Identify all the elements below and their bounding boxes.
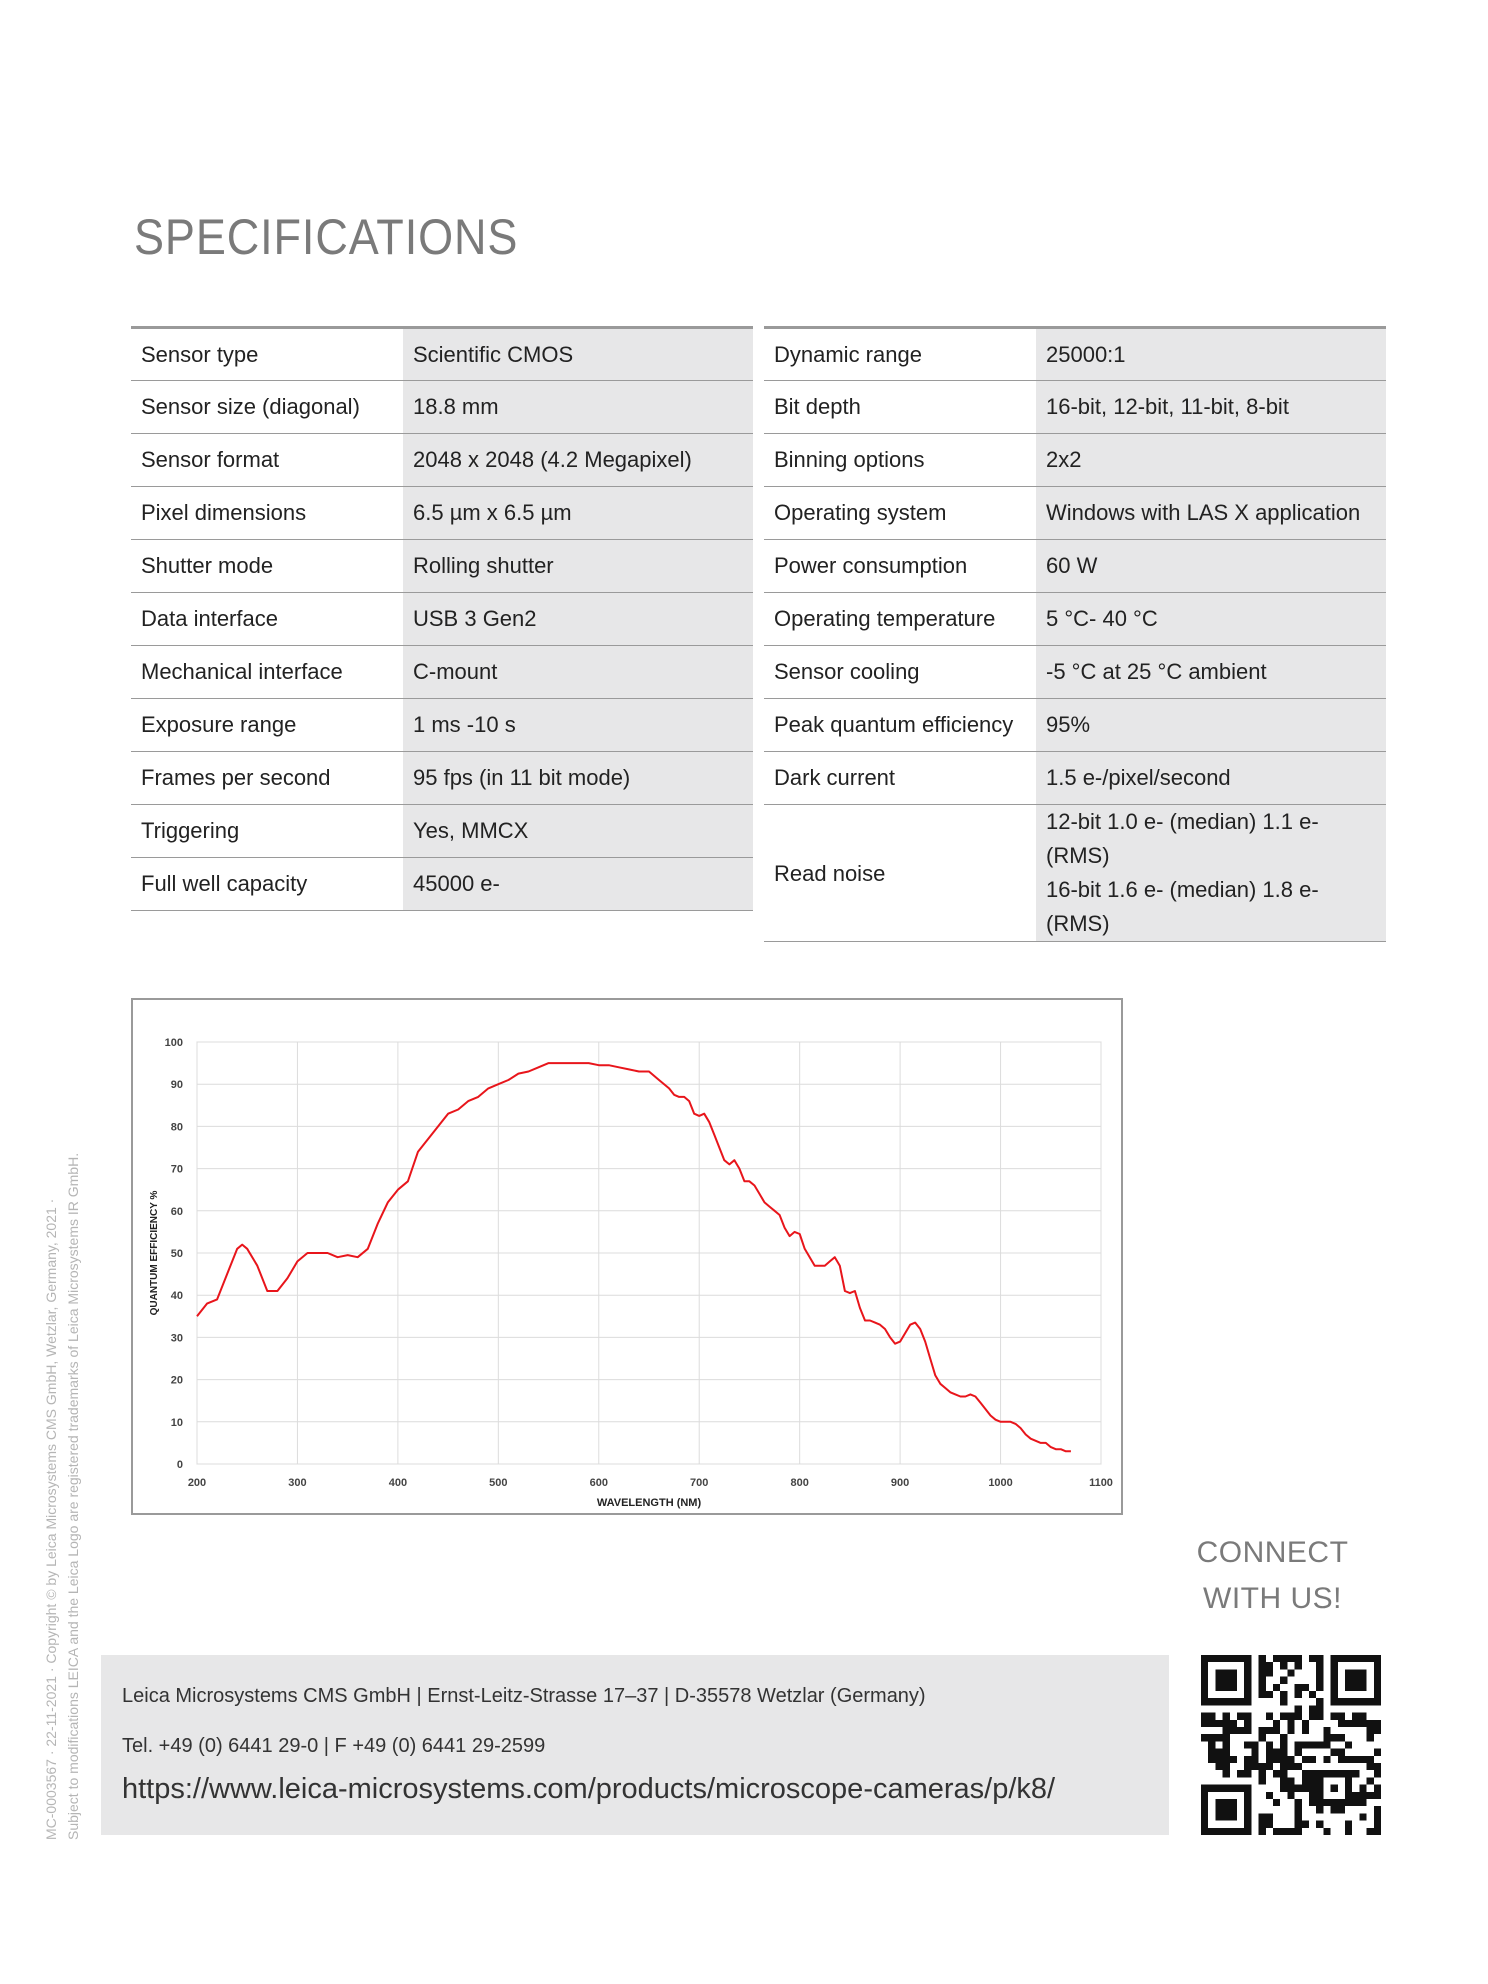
- spec-label: Frames per second: [131, 752, 403, 805]
- spec-label: Sensor size (diagonal): [131, 381, 403, 434]
- spec-label: Data interface: [131, 593, 403, 646]
- x-tick-label: 200: [187, 1477, 207, 1489]
- table-row: [131, 328, 753, 381]
- connect-line-1: CONNECT: [1196, 1536, 1349, 1569]
- spec-value: Scientific CMOS: [403, 328, 753, 381]
- table-row: [131, 646, 753, 699]
- x-tick-label: 400: [388, 1477, 408, 1489]
- table-row: [131, 805, 753, 858]
- spec-value: Rolling shutter: [403, 540, 753, 593]
- spec-value: 2x2: [1036, 434, 1386, 487]
- spec-label: Triggering: [131, 805, 403, 858]
- spec-value: 95%: [1036, 699, 1386, 752]
- spec-label: Bit depth: [764, 381, 1036, 434]
- spec-label: Pixel dimensions: [131, 487, 403, 540]
- spec-label: Read noise: [764, 805, 1036, 942]
- table-row: [131, 381, 753, 434]
- spec-table-left: [131, 326, 753, 911]
- spec-label: Binning options: [764, 434, 1036, 487]
- x-tick-label: 300: [288, 1477, 307, 1489]
- x-tick-label: 1100: [1089, 1477, 1113, 1489]
- table-row: [131, 699, 753, 752]
- footer-url-link[interactable]: https://www.leica-microsystems.com/products/microscope-cameras/p/k8/: [122, 1773, 1056, 1805]
- y-tick-label: 20: [170, 1374, 183, 1387]
- table-row: [131, 593, 753, 646]
- spec-label: Sensor type: [131, 328, 403, 381]
- x-tick-label: 900: [890, 1477, 910, 1489]
- spec-value: 95 fps (in 11 bit mode): [403, 752, 753, 805]
- side-note-line-2: Subject to modifications LEICA and the Leica Logo are registered trademarks of Leica Microsystems IR GmbH.: [65, 1152, 81, 1840]
- table-row: [764, 805, 1386, 942]
- spec-value: -5 °C at 25 °C ambient: [1036, 646, 1386, 699]
- spec-value: 25000:1: [1036, 328, 1386, 381]
- qe-chart-frame: [131, 998, 1123, 1515]
- page-title: SPECIFICATIONS: [134, 209, 519, 265]
- qe-series-line: [197, 1063, 1071, 1451]
- table-row: [131, 487, 753, 540]
- spec-label: Exposure range: [131, 699, 403, 752]
- table-row: [764, 381, 1386, 434]
- table-row: [764, 752, 1386, 805]
- table-row: [764, 699, 1386, 752]
- y-tick-label: 80: [170, 1121, 183, 1134]
- spec-label: Shutter mode: [131, 540, 403, 593]
- spec-label: Peak quantum efficiency: [764, 699, 1036, 752]
- y-tick-label: 10: [170, 1416, 183, 1429]
- spec-value: 60 W: [1036, 540, 1386, 593]
- spec-label: Power consumption: [764, 540, 1036, 593]
- read-noise-line-12bit: 12-bit 1.0 e- (median) 1.1 e- (RMS): [1046, 809, 1319, 869]
- y-tick-label: 60: [170, 1205, 183, 1218]
- spec-value: 18.8 mm: [403, 381, 753, 434]
- table-row: [764, 328, 1386, 381]
- spec-label: Sensor cooling: [764, 646, 1036, 699]
- read-noise-line-16bit: 16-bit 1.6 e- (median) 1.8 e- (RMS): [1046, 877, 1319, 937]
- connect-line-2: WITH US!: [1203, 1582, 1342, 1615]
- footer-contact-box: [101, 1655, 1169, 1835]
- x-tick-label: 500: [489, 1477, 508, 1489]
- spec-label: Mechanical interface: [131, 646, 403, 699]
- spec-label: Operating temperature: [764, 593, 1036, 646]
- side-note-line-1: MC-0003567 · 22-11-2021 · Copyright © by Leica Microsystems CMS GmbH, Wetzlar, Germany, 2021 ·: [43, 1198, 59, 1840]
- table-row: [764, 646, 1386, 699]
- table-row: [764, 593, 1386, 646]
- spec-value: 45000 e-: [403, 858, 753, 911]
- quantum-efficiency-chart: [133, 1000, 1121, 1513]
- spec-value: C-mount: [403, 646, 753, 699]
- spec-table-right: [764, 326, 1386, 942]
- x-axis-title: WAVELENGTH (NM): [596, 1497, 702, 1509]
- footer-phone: Tel. +49 (0) 6441 29-0 | F +49 (0) 6441 29-2599: [122, 1735, 546, 1757]
- spec-value: 16-bit, 12-bit, 11-bit, 8-bit: [1036, 381, 1386, 434]
- spec-value: 2048 x 2048 (4.2 Megapixel): [403, 434, 753, 487]
- table-row: [764, 487, 1386, 540]
- table-row: [764, 434, 1386, 487]
- spec-value: Windows with LAS X application: [1036, 487, 1386, 540]
- table-row: [764, 540, 1386, 593]
- x-tick-label: 700: [690, 1477, 709, 1489]
- x-tick-label: 1000: [988, 1477, 1013, 1489]
- y-tick-label: 0: [176, 1459, 183, 1471]
- y-tick-label: 40: [170, 1290, 183, 1303]
- y-tick-label: 90: [170, 1079, 183, 1092]
- spec-label: Sensor format: [131, 434, 403, 487]
- y-tick-label: 50: [170, 1248, 183, 1260]
- table-row: [131, 752, 753, 805]
- footer-company: Leica Microsystems CMS GmbH | Ernst-Leitz-Strasse 17–37 | D-35578 Wetzlar (Germany): [122, 1685, 926, 1707]
- y-tick-label: 30: [170, 1332, 183, 1345]
- connect-heading: [1180, 1530, 1365, 1622]
- spec-value: Yes, MMCX: [403, 805, 753, 858]
- spec-value: 1.5 e-/pixel/second: [1036, 752, 1386, 805]
- table-row: [131, 434, 753, 487]
- table-row: [131, 858, 753, 911]
- x-tick-label: 800: [790, 1477, 809, 1489]
- spec-label: Full well capacity: [131, 858, 403, 911]
- spec-label: Dark current: [764, 752, 1036, 805]
- spec-value: USB 3 Gen2: [403, 593, 753, 646]
- x-tick-label: 600: [589, 1477, 608, 1489]
- spec-value: 5 °C- 40 °C: [1036, 593, 1386, 646]
- qr-code-icon[interactable]: [1201, 1655, 1381, 1835]
- y-axis-title: QUANTUM EFFICIENCY %: [149, 1190, 160, 1316]
- spec-value: [1036, 805, 1386, 942]
- y-tick-label: 70: [170, 1163, 183, 1176]
- spec-label: Dynamic range: [764, 328, 1036, 381]
- table-row: [131, 540, 753, 593]
- spec-value: 1 ms -10 s: [403, 699, 753, 752]
- y-tick-label: 100: [164, 1037, 183, 1049]
- spec-label: Operating system: [764, 487, 1036, 540]
- spec-value: 6.5 µm x 6.5 µm: [403, 487, 753, 540]
- side-legal-note: [40, 940, 84, 1840]
